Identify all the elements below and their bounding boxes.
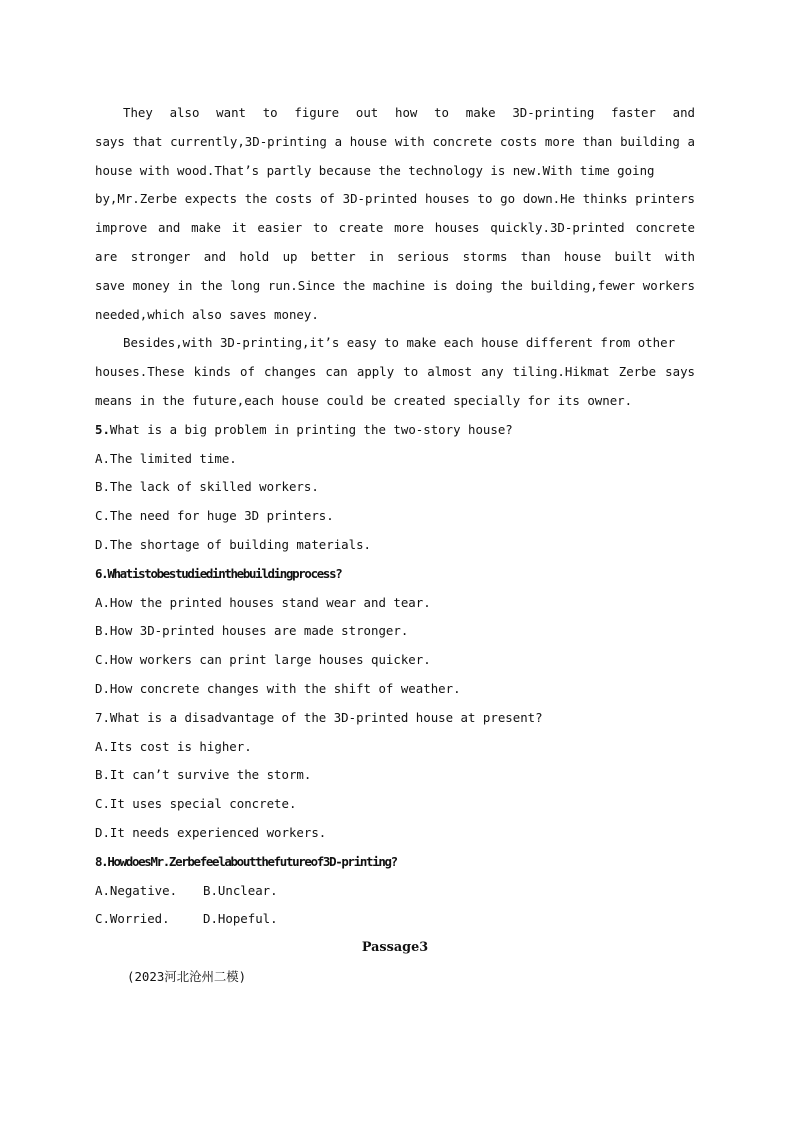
question-stem: What is a big problem in printing the two-story house?	[109, 421, 513, 437]
question-7	[95, 704, 695, 848]
question-8	[95, 848, 695, 934]
option-row	[95, 877, 695, 906]
question-text: 8.HowdoesMr.Zerbefeelaboutthefutureof3D-printing?	[95, 853, 397, 869]
option-b: B.The lack of skilled workers.	[95, 479, 319, 495]
question-number: 5.	[95, 421, 110, 437]
paragraph-line: They also want to figure out how to make 3D-printing faster and	[123, 105, 695, 120]
paragraph-line: houses.These kinds of changes can apply to almost any tiling.Hikmat Zerbe says	[95, 364, 695, 380]
option-b: B.How 3D-printed houses are made stronger.	[95, 623, 409, 639]
paragraph-line: are stronger and hold up better in serious storms than house built with	[95, 248, 695, 264]
option-c: C.It uses special concrete.	[95, 796, 297, 812]
source-note: (2023河北沧州二模)	[127, 968, 247, 984]
question-text: 7.What is a disadvantage of the 3D-printed house at present?	[95, 709, 543, 725]
page-content	[95, 99, 695, 992]
option-d: D.How concrete changes with the shift of weather.	[95, 680, 461, 696]
option-c: C.The need for huge 3D printers.	[95, 508, 334, 524]
question-6	[95, 560, 695, 704]
option-c: C.How workers can print large houses quicker.	[95, 652, 431, 668]
question-text: 6.Whatistobestudiedinthebuildingprocess?	[95, 565, 342, 581]
paragraph-1	[95, 99, 695, 329]
option-row	[95, 905, 695, 934]
paragraph-line: save money in the long run.Since the machine is doing the building,fewer workers	[95, 277, 695, 293]
option-a: A.Its cost is higher.	[95, 738, 252, 754]
paragraph-line: improve and make it easier to create more houses quickly.3D-printed concrete	[95, 220, 695, 236]
paragraph-line: means in the future,each house could be created specially for its owner.	[95, 392, 633, 408]
passage-title: Passage3	[361, 940, 429, 956]
paragraph-line: by,Mr.Zerbe expects the costs of 3D-printed houses to go down.He thinks printers	[95, 191, 695, 207]
paragraph-line: says that currently,3D-printing a house with concrete costs more than building a	[95, 133, 695, 149]
option-a: A.Negative.	[95, 882, 178, 898]
option-d: D.The shortage of building materials.	[95, 536, 372, 552]
question-5	[95, 416, 695, 560]
option-d: D.It needs experienced workers.	[95, 824, 327, 840]
paragraph-line: house with wood.That’s partly because the technology is new.With time going	[95, 162, 655, 178]
paragraph-line: Besides,with 3D-printing,it’s easy to make each house different from other	[123, 335, 676, 351]
option-a: A.How the printed houses stand wear and tear.	[95, 594, 431, 610]
option-a: A.The limited time.	[95, 450, 237, 466]
paragraph-line: needed,which also saves money.	[95, 306, 319, 322]
question-text	[95, 416, 695, 445]
option-b: B.Unclear.	[203, 882, 278, 898]
option-c: C.Worried.	[95, 911, 170, 927]
option-b: B.It can’t survive the storm.	[95, 767, 312, 783]
paragraph-2	[95, 329, 695, 415]
option-d: D.Hopeful.	[203, 911, 278, 927]
